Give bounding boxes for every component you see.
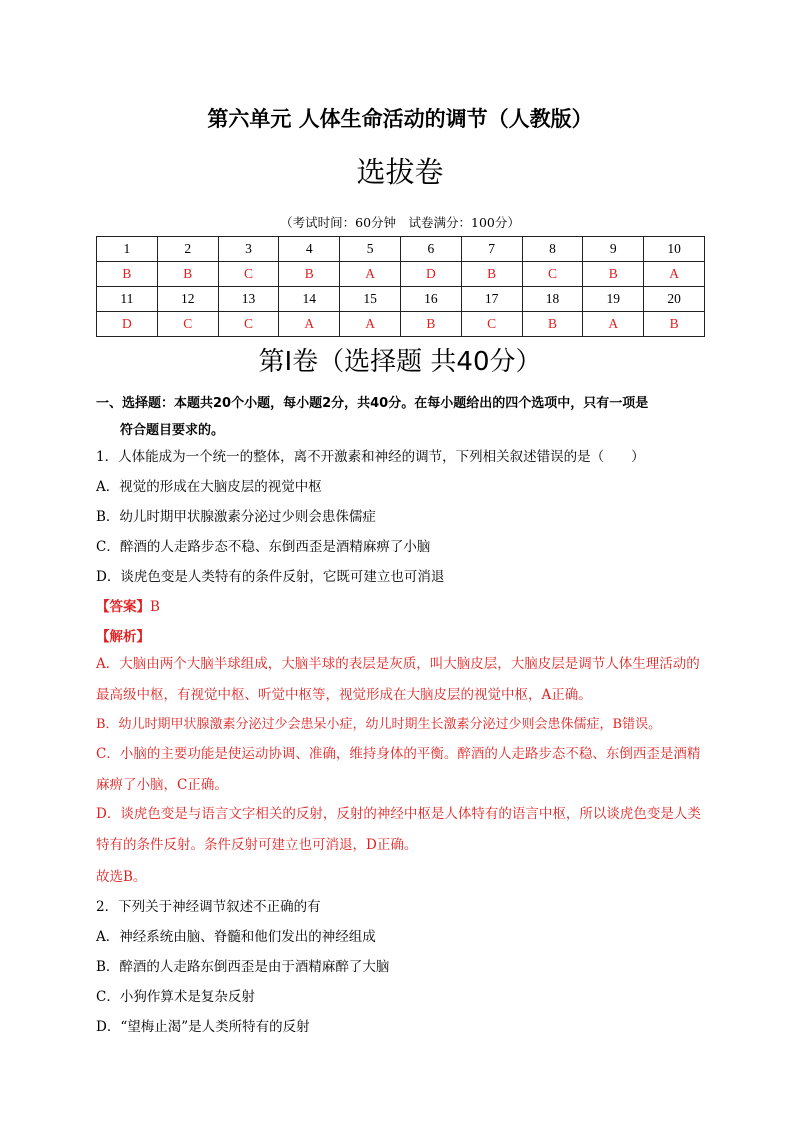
option-b: B．幼儿时期甲状腺激素分泌过少则会患侏儒症 (96, 509, 376, 525)
answer-cell: A (340, 312, 401, 337)
question-number: 7 (461, 237, 522, 262)
analysis-c: C．小脑的主要功能是使运动协调、准确，维持身体的平衡。醉酒的人走路步态不稳、东倒西歪是酒精麻痹了小脑，C正确。 (96, 746, 701, 793)
answer-cell: B (279, 262, 340, 287)
answer-cell: B (97, 262, 158, 287)
question-1-stem: 1．人体能成为一个统一的整体，离不开激素和神经的调节，下列相关叙述错误的是（ ） (96, 449, 645, 465)
question-number: 10 (644, 237, 705, 262)
instruction-line: 符合题目要求的。 (120, 423, 225, 438)
option-d: D．“望梅止渴”是人类所特有的反射 (96, 1019, 310, 1035)
answer-line (96, 595, 708, 615)
answer-cell: A (279, 312, 340, 337)
analysis-d: D．谈虎色变是与语言文字相关的反射，反射的神经中枢是人体特有的语言中枢，所以谈虎色变是人类特有的条件反射。条件反射可建立也可消退，D正确。 (96, 806, 701, 853)
analysis-b: B．幼儿时期甲状腺激素分泌过少会患呆小症，幼儿时期生长激素分泌过少则会患侏儒症，B错误。 (96, 717, 662, 732)
answer-cell: D (97, 312, 158, 337)
section-title: 第Ⅰ卷（选择题 共40分） (258, 347, 542, 377)
page-title: 第六单元 人体生命活动的调节（人教版） (207, 107, 593, 131)
question-number: 14 (279, 287, 340, 312)
answer-cell: A (340, 262, 401, 287)
page-subtitle: 选拔卷 (356, 155, 444, 189)
answer-cell: B (522, 312, 583, 337)
question-number: 4 (279, 237, 340, 262)
answer-cell: A (644, 262, 705, 287)
answer-cell: C (461, 312, 522, 337)
question-number: 1 (97, 237, 158, 262)
question-2-stem: 2．下列关于神经调节叙述不正确的有 (96, 899, 321, 915)
question-number: 3 (218, 237, 279, 262)
option-a: A．视觉的形成在大脑皮层的视觉中枢 (96, 479, 322, 495)
instructions (96, 394, 708, 441)
instruction-line: 一、选择题：本题共20个小题，每小题2分，共40分。在每小题给出的四个选项中，只有一项是 (96, 396, 649, 411)
table-row (97, 287, 705, 312)
question-number: 19 (583, 287, 644, 312)
question-number: 6 (400, 237, 461, 262)
question-number: 17 (461, 287, 522, 312)
table-row (97, 262, 705, 287)
question-number: 12 (157, 287, 218, 312)
answer-cell: A (583, 312, 644, 337)
question-number: 11 (97, 287, 158, 312)
answer-cell: C (157, 312, 218, 337)
answer-value: B (150, 599, 160, 615)
question-number: 9 (583, 237, 644, 262)
answer-cell: C (218, 312, 279, 337)
question-number: 16 (400, 287, 461, 312)
option-c: C．小狗作算术是复杂反射 (96, 989, 255, 1005)
question-number: 2 (157, 237, 218, 262)
option-b: B．醉酒的人走路东倒西歪是由于酒精麻醉了大脑 (96, 959, 390, 975)
question-number: 13 (218, 287, 279, 312)
answer-cell: C (218, 262, 279, 287)
answer-cell: B (644, 312, 705, 337)
answer-cell: D (400, 262, 461, 287)
answer-cell: B (461, 262, 522, 287)
option-c: C．醉酒的人走路步态不稳、东倒西歪是酒精麻痹了小脑 (96, 539, 431, 555)
analysis-a: A．大脑由两个大脑半球组成，大脑半球的表层是灰质，叫大脑皮层，大脑皮层是调节人体生理活动的最高级中枢，有视觉中枢、听觉中枢等，视觉形成在大脑皮层的视觉中枢，A正确。 (96, 656, 700, 703)
answer-cell: B (583, 262, 644, 287)
question-number: 18 (522, 287, 583, 312)
question-number: 15 (340, 287, 401, 312)
answer-cell: B (400, 312, 461, 337)
answer-table (96, 236, 705, 337)
conclusion: 故选B。 (96, 869, 147, 885)
analysis-label: 【解析】 (96, 629, 150, 645)
answer-cell: C (522, 262, 583, 287)
question-number: 5 (340, 237, 401, 262)
table-row (97, 312, 705, 337)
answer-cell: B (157, 262, 218, 287)
question-number: 20 (644, 287, 705, 312)
question-number: 8 (522, 237, 583, 262)
option-a: A．神经系统由脑、脊髓和他们发出的神经组成 (96, 929, 376, 945)
option-d: D．谈虎色变是人类特有的条件反射，它既可建立也可消退 (96, 569, 445, 585)
exam-meta: （考试时间：60分钟 试卷满分：100分） (280, 215, 520, 230)
table-row (97, 237, 705, 262)
answer-label: 【答案】 (96, 599, 150, 615)
